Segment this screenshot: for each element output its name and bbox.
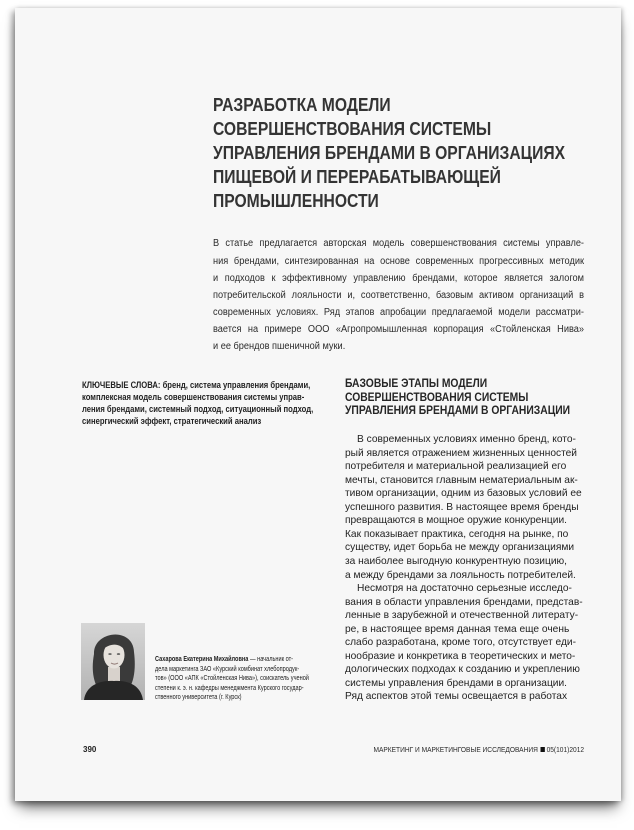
abstract-line: и ее брендов пшеничной муки. [213,341,346,353]
separator-square-icon [540,747,544,752]
section-heading-line: УПРАВЛЕНИЯ БРЕНДАМИ В ОРГАНИЗАЦИИ [345,404,571,418]
section-heading-line: СОВЕРШЕНСТВОВАНИЯ СИСТЕМЫ [345,390,529,404]
body-line: В современных условиях именно бренд, кото- [357,434,576,446]
journal-name: МАРКЕТИНГ И МАРКЕТИНГОВЫЕ ИССЛЕДОВАНИЯ [373,745,538,754]
abstract-line: потребительской лояльности и, соответственно, базовым активом организаций в [213,289,585,301]
title-line: ПРОМЫШЛЕННОСТИ [213,191,379,211]
body-line: вания в области управления брендами, представ- [345,596,583,608]
bio-line: ственного университета (г. Курск) [155,694,242,702]
keywords-line [82,379,313,391]
body-line: нообразие и конкретика в теоретических и мето- [345,650,576,662]
title-line: СОВЕРШЕНСТВОВАНИЯ СИСТЕМЫ [213,119,492,139]
abstract-line: вается на примере ООО «Агропромышленная корпорация «Стойленская Нива» [213,324,585,336]
title-line: УПРАВЛЕНИЯ БРЕНДАМИ В ОРГАНИЗАЦИЯХ [213,143,566,163]
body-line: Ряд аспектов этой темы освещается в работах [345,691,568,703]
body-line: дологических подходах к созданию и укреплению [345,664,580,676]
keywords-line: синергический эффект, стратегический анализ [82,416,262,426]
issue-number: 05(101)2012 [546,745,584,754]
body-line: тивом организации, одним из базовых условий ее [345,488,582,500]
body-line: ленные в зарубежной и отечественной литерату- [345,610,579,622]
body-line: Несмотря на достаточно серьезные исследо- [357,583,572,595]
keywords [82,379,313,427]
author-bio [155,655,309,703]
abstract-line: и подходов к эффективному управлению брендами, которое является залогом [213,272,585,284]
bio-line: степени к. э. н. кафедры менеджмента Курского государ- [155,684,304,692]
bio-line: тов» (ООО «АПК «Стойленская Нива»), соискатель ученой [155,675,309,683]
journal-footer [373,745,584,755]
title-line: РАЗРАБОТКА МОДЕЛИ [213,95,391,115]
page-number: 390 [83,745,97,754]
body-line: слабо разработана, кроме того, отсутствует еди- [345,637,576,649]
body-line: ре, в настоящее время данная тема еще очень [345,623,570,635]
bio-line [155,655,309,665]
photo-neck [108,667,120,682]
body-line: существу, идет борьба не между организациями [345,542,575,554]
body-line: Как показывает практика, сегодня на рынке, по [345,528,569,540]
author-name: Сахарова Екатерина Михайловна [155,656,249,664]
body-line: за наиболее выгодную конкурентную позицию, [345,555,567,567]
abstract-line: современных условиях. Ряд этапов апробации предлагаемой модели рассматри- [213,307,585,319]
body-line: успешного развития. В настоящее время бренды [345,501,579,513]
keywords-line: комплексная модель совершенствования системы управ- [82,392,305,402]
section-heading-line: БАЗОВЫЕ ЭТАПЫ МОДЕЛИ [345,377,488,391]
bio-line: дела маркетинга ЗАО «Курский комбинат хлебопродук- [155,665,300,673]
keywords-text: бренд, система управления брендами, [160,380,311,390]
abstract-line: В статье предлагается авторская модель совершенствования системы управле- [213,238,585,250]
body-line: потребителя и материальной реализацией его [345,461,567,473]
bio-text: — начальник от- [248,656,294,664]
abstract [213,235,584,355]
body-line: системы управления брендами в организации. [345,677,568,689]
author-photo [81,623,145,700]
article-title [213,93,565,213]
article-body [345,433,583,704]
keywords-line: ления брендами, системный подход, ситуационный подход, [82,404,314,414]
section-heading [345,377,570,418]
body-line: превращаются в мощное оружие конкуренции. [345,515,567,527]
title-line: ПИЩЕВОЙ И ПЕРЕРАБАТЫВАЮЩЕЙ [213,167,501,187]
body-line: рый является отражением жизненных ценностей [345,447,577,459]
body-line: мечты, становится главным нематериальным ак- [345,474,578,486]
keywords-label: КЛЮЧЕВЫЕ СЛОВА: [82,380,161,390]
abstract-line: ния брендами, синтезированная на основе современных прогрессивных методик [213,255,585,267]
body-line: а между брендами за лояльность потребителей. [345,569,576,581]
